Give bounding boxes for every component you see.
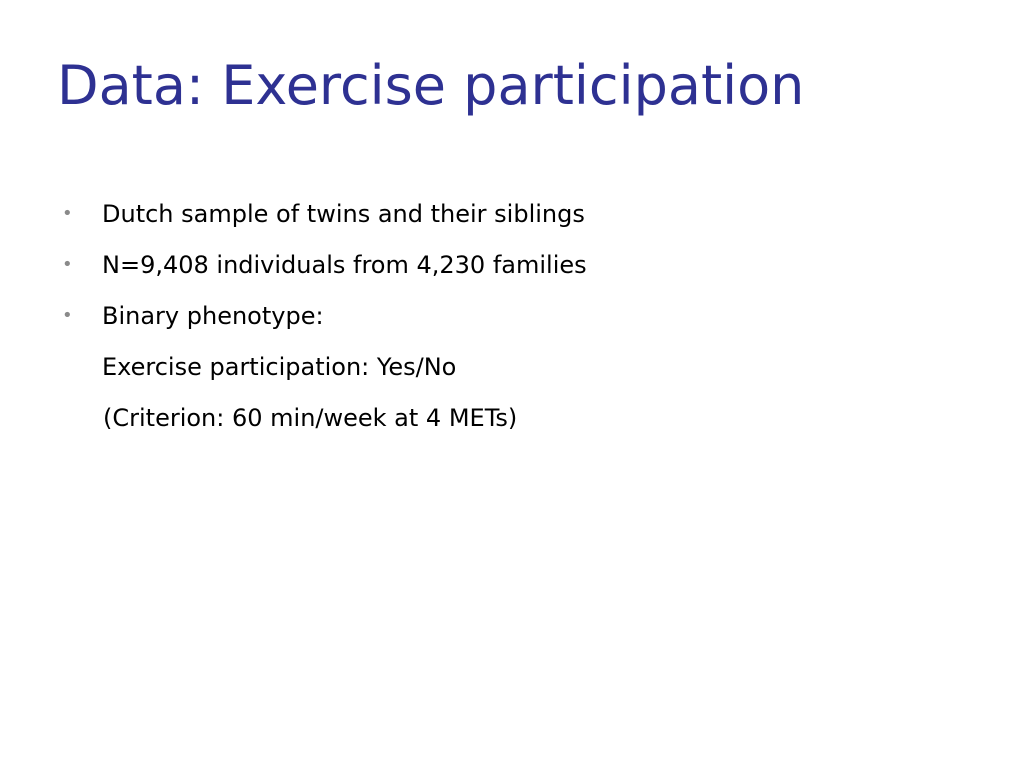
bullet-text-sample: Dutch sample of twins and their siblings: [102, 200, 585, 228]
bullet-dot-icon: •: [62, 203, 73, 224]
continuation-text-criterion: (Criterion: 60 min/week at 4 METs): [103, 404, 518, 432]
bullet-dot-icon: •: [62, 305, 73, 326]
continuation-text-exercise: Exercise participation: Yes/No: [102, 353, 457, 381]
bullet-text-phenotype: Binary phenotype:: [102, 302, 324, 330]
bullet-dot-icon: •: [62, 254, 73, 275]
slide-title: Data: Exercise participation: [57, 54, 805, 117]
bullet-text-sample-size: N=9,408 individuals from 4,230 families: [102, 251, 587, 279]
